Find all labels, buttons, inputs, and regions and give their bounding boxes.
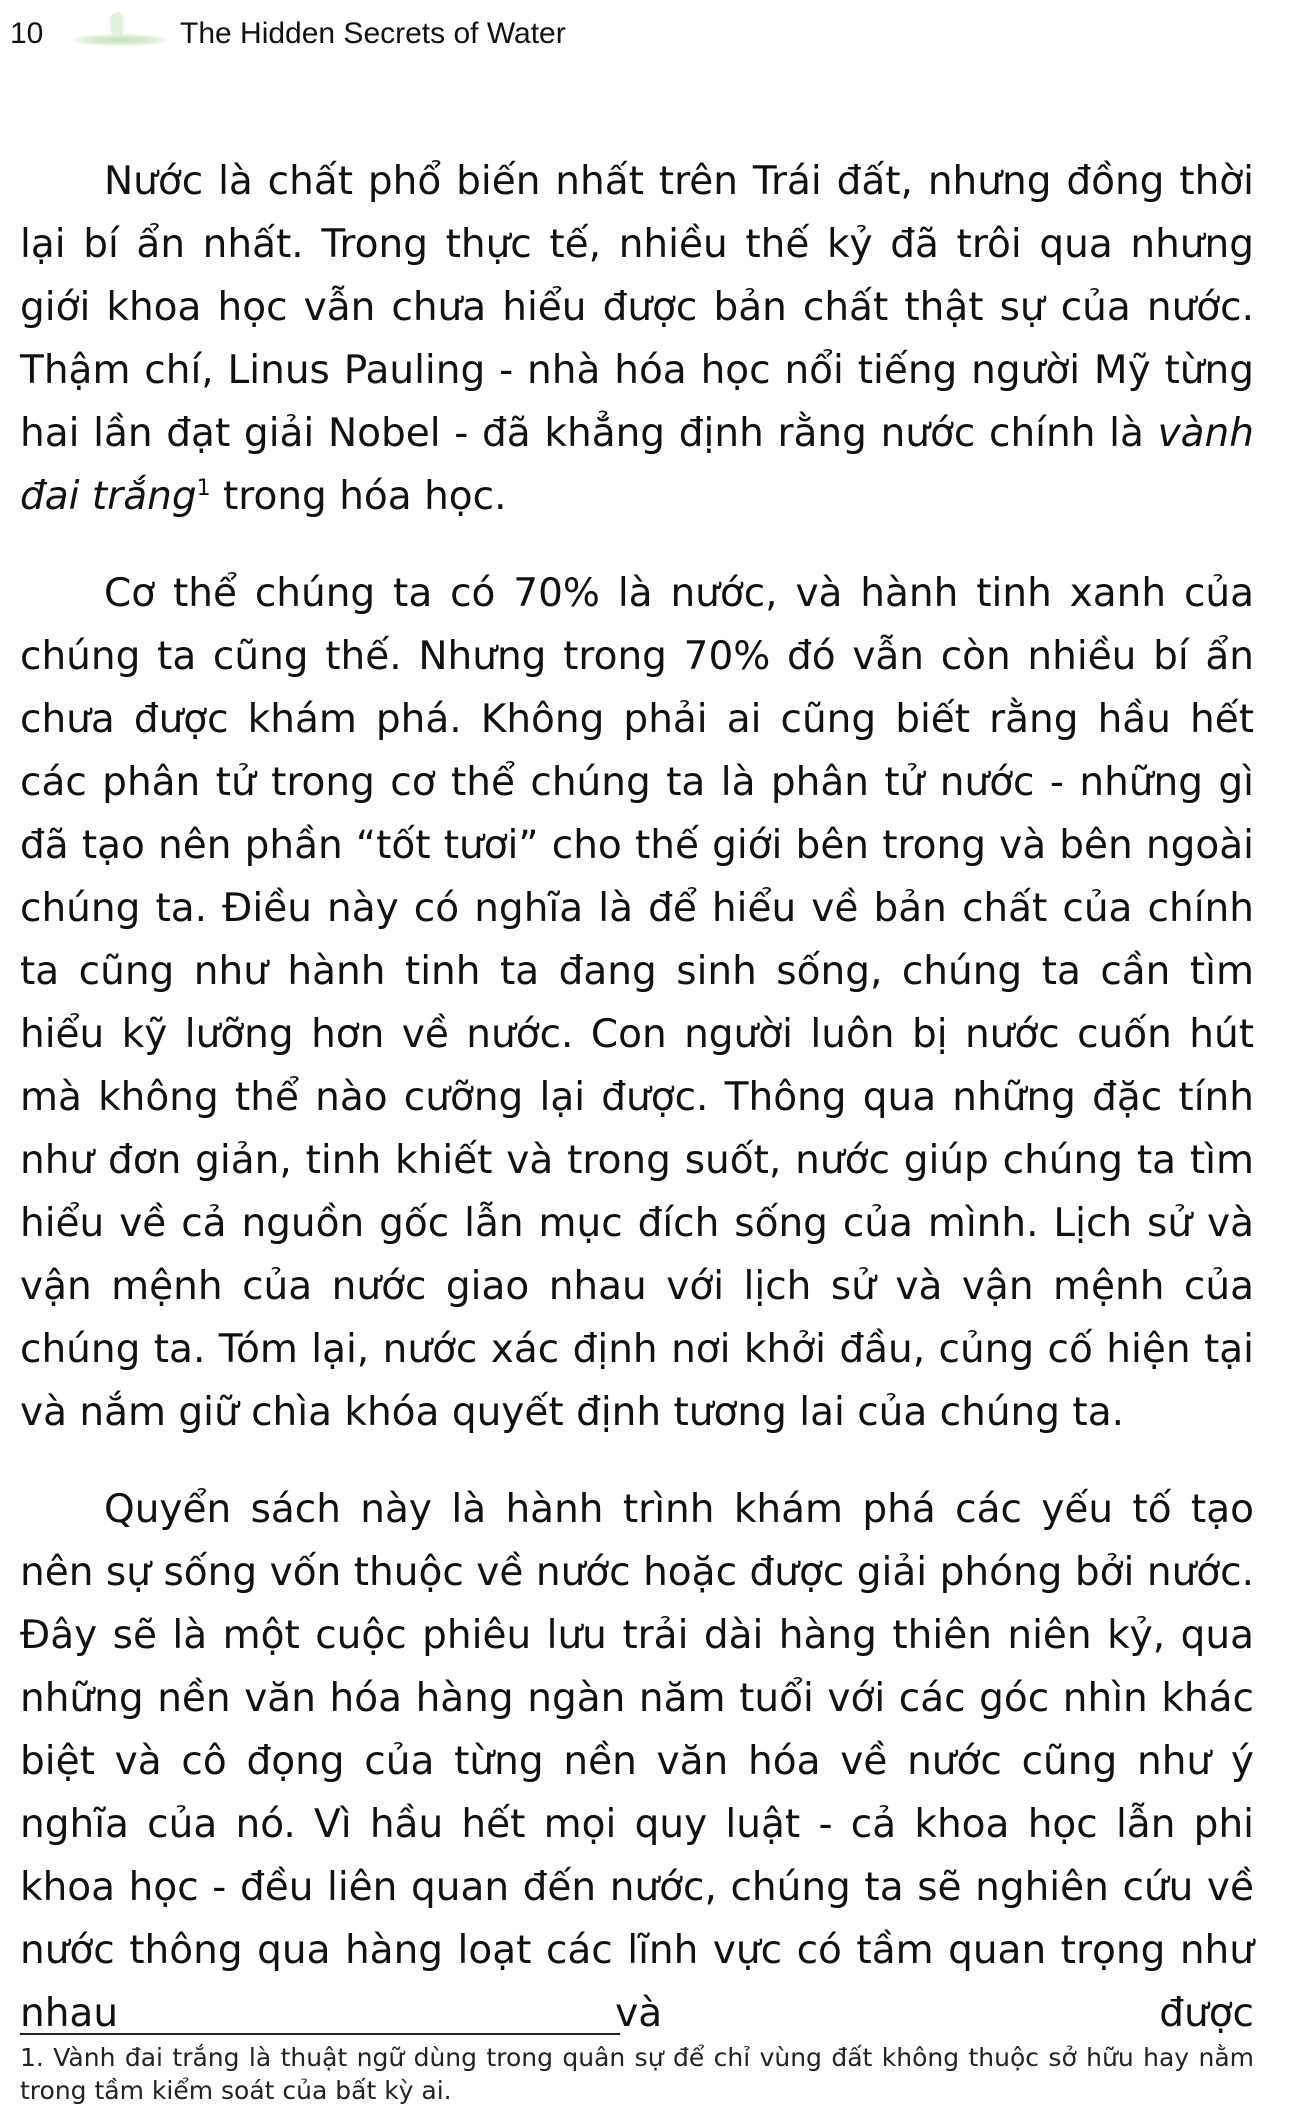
footnote-reference[interactable]: 1 bbox=[196, 476, 211, 501]
paragraph-1-text-end: trong hóa học. bbox=[210, 474, 507, 519]
paragraph-1 bbox=[20, 150, 1254, 528]
paragraph-1-text: Nước là chất phổ biến nhất trên Trái đất, nhưng đồng thời lại bí ẩn nhất. Trong thực tế, nhiều thế kỷ đã trôi qua nhưng giới khoa học vẫn chưa hiểu được bản chất thật sự của nước. Thậm chí, Linus Pauling - nhà hóa học nổi tiếng người Mỹ từng hai lần đạt giải Nobel - đã khẳng định rằng nước chính là bbox=[20, 159, 1254, 456]
paragraph-3: Quyển sách này là hành trình khám phá các yếu tố tạo nên sự sống vốn thuộc về nước hoặc được giải phóng bởi nước. Đây sẽ là một cuộc phiêu lưu trải dài hàng thiên niên kỷ, qua những nền văn hóa hàng ngàn năm tuổi với các góc nhìn khác biệt và cô đọng của từng nền văn hóa về nước cũng như ý nghĩa của nó. Vì hầu hết mọi quy luật - cả khoa học lẫn phi khoa học - đều liên quan đến nước, chúng ta sẽ nghiên cứu về nước thông qua hàng loạt các lĩnh vực có tầm quan trọng như nhau và được bbox=[20, 1487, 1254, 2036]
running-title: The Hidden Secrets of Water bbox=[180, 17, 566, 50]
footnote-divider bbox=[20, 2033, 620, 2035]
page-number: 10 bbox=[10, 17, 44, 50]
paragraph-2: Cơ thể chúng ta có 70% là nước, và hành tinh xanh của chúng ta cũng thế. Nhưng trong 70% đó vẫn còn nhiều bí ẩn chưa được khám phá. Không phải ai cũng biết rằng hầu hết các phân tử trong cơ thể chúng ta là phân tử nước - những gì đã tạo nên phần “tốt tươi” cho thế giới bên trong và bên ngoài chúng ta. Điều này có nghĩa là để hiểu về bản chất của chính ta cũng như hành tinh ta đang sinh sống, chúng ta cần tìm hiểu kỹ lưỡng hơn về nước. Con người luôn bị nước cuốn hút mà không thể nào cưỡng lại được. Thông qua những đặc tính như đơn giản, tinh khiết và trong suốt, nước giúp chúng ta tìm hiểu về cả nguồn gốc lẫn mục đích sống của mình. Lịch sử và vận mệnh của nước giao nhau với lịch sử và vận mệnh của chúng ta. Tóm lại, nước xác định nơi khởi đầu, củng cố hiện tại và nắm giữ chìa khóa quyết định tương lai của chúng ta. bbox=[20, 571, 1254, 1435]
footnote: 1. Vành đai trắng là thuật ngữ dùng trong quân sự để chỉ vùng đất không thuộc sở hữu hay nằm trong tầm kiểm soát của bất kỳ ai. bbox=[20, 2043, 1254, 2105]
body-text bbox=[20, 150, 1254, 2045]
emphasis-term: vành đai trắng bbox=[20, 411, 1254, 519]
water-splash-icon bbox=[70, 22, 170, 46]
page-header bbox=[10, 14, 1291, 54]
